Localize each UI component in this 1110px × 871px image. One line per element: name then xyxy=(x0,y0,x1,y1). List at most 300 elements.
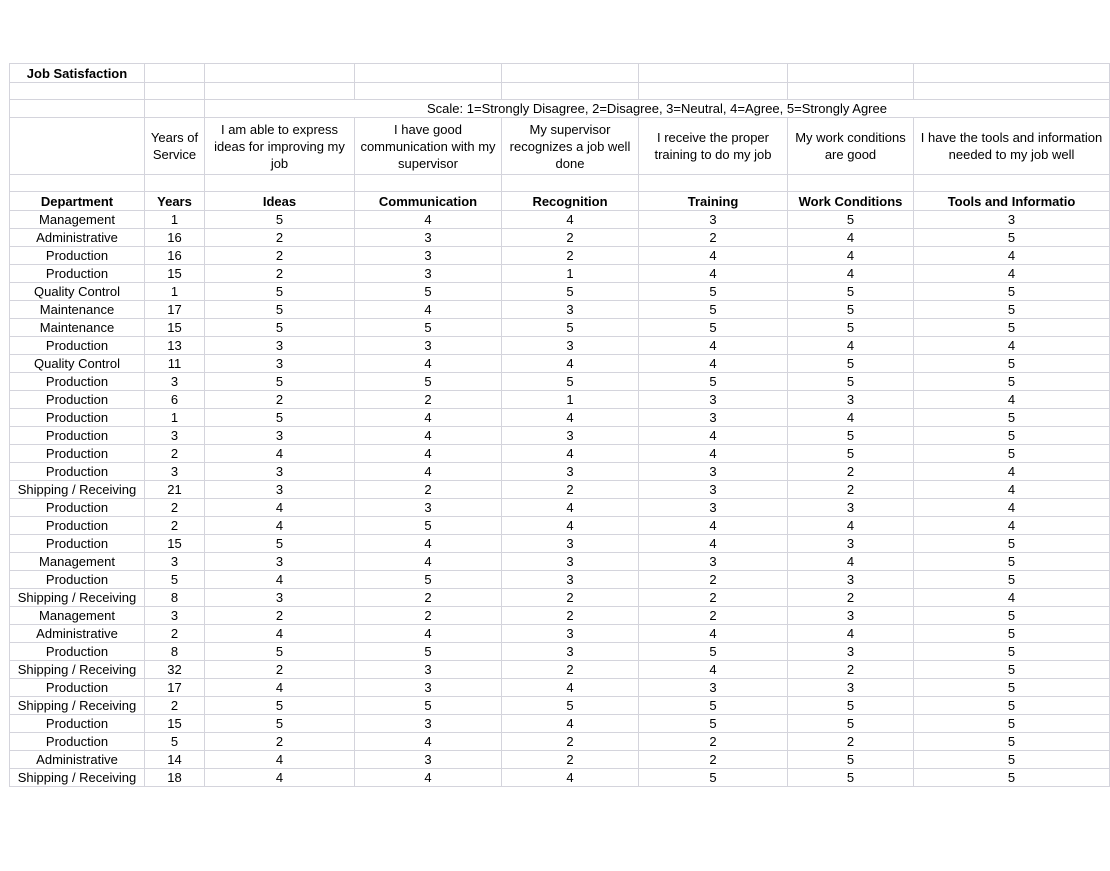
cell[interactable] xyxy=(788,64,914,83)
value-cell[interactable]: 2 xyxy=(205,265,355,283)
value-cell[interactable]: 4 xyxy=(914,391,1110,409)
value-cell[interactable]: 4 xyxy=(914,481,1110,499)
value-cell[interactable]: 3 xyxy=(145,373,205,391)
header-cell[interactable]: Communication xyxy=(355,192,502,211)
value-cell[interactable]: 5 xyxy=(205,319,355,337)
department-cell[interactable]: Production xyxy=(10,535,145,553)
value-cell[interactable]: 5 xyxy=(639,319,788,337)
value-cell[interactable]: 5 xyxy=(914,535,1110,553)
value-cell[interactable]: 5 xyxy=(914,751,1110,769)
department-cell[interactable]: Quality Control xyxy=(10,355,145,373)
value-cell[interactable]: 3 xyxy=(502,535,639,553)
value-cell[interactable]: 3 xyxy=(502,625,639,643)
value-cell[interactable]: 5 xyxy=(205,211,355,229)
header-cell[interactable]: Work Conditions xyxy=(788,192,914,211)
value-cell[interactable]: 11 xyxy=(145,355,205,373)
value-cell[interactable]: 3 xyxy=(639,211,788,229)
cell[interactable] xyxy=(639,175,788,192)
value-cell[interactable]: 2 xyxy=(788,589,914,607)
value-cell[interactable]: 3 xyxy=(639,481,788,499)
value-cell[interactable]: 2 xyxy=(788,481,914,499)
value-cell[interactable]: 3 xyxy=(788,679,914,697)
value-cell[interactable]: 3 xyxy=(788,391,914,409)
value-cell[interactable]: 5 xyxy=(205,409,355,427)
value-cell[interactable]: 4 xyxy=(355,211,502,229)
header-cell[interactable]: Years xyxy=(145,192,205,211)
value-cell[interactable]: 5 xyxy=(355,571,502,589)
value-cell[interactable]: 2 xyxy=(355,607,502,625)
value-cell[interactable]: 5 xyxy=(914,661,1110,679)
value-cell[interactable]: 4 xyxy=(355,733,502,751)
value-cell[interactable]: 4 xyxy=(788,265,914,283)
value-cell[interactable]: 2 xyxy=(788,661,914,679)
value-cell[interactable]: 3 xyxy=(205,337,355,355)
value-cell[interactable]: 5 xyxy=(355,697,502,715)
value-cell[interactable]: 3 xyxy=(788,643,914,661)
value-cell[interactable]: 4 xyxy=(639,247,788,265)
value-cell[interactable]: 3 xyxy=(205,355,355,373)
value-cell[interactable]: 5 xyxy=(205,283,355,301)
value-cell[interactable]: 4 xyxy=(788,247,914,265)
value-cell[interactable]: 5 xyxy=(914,319,1110,337)
value-cell[interactable]: 5 xyxy=(502,283,639,301)
value-cell[interactable]: 3 xyxy=(502,337,639,355)
value-cell[interactable]: 5 xyxy=(788,211,914,229)
value-cell[interactable]: 5 xyxy=(788,769,914,787)
department-cell[interactable]: Production xyxy=(10,427,145,445)
value-cell[interactable]: 2 xyxy=(205,229,355,247)
value-cell[interactable]: 2 xyxy=(502,733,639,751)
value-cell[interactable]: 5 xyxy=(502,319,639,337)
value-cell[interactable]: 1 xyxy=(145,283,205,301)
question-cell[interactable] xyxy=(10,118,145,175)
value-cell[interactable]: 2 xyxy=(502,481,639,499)
value-cell[interactable]: 5 xyxy=(205,697,355,715)
value-cell[interactable]: 5 xyxy=(355,283,502,301)
department-cell[interactable]: Production xyxy=(10,265,145,283)
value-cell[interactable]: 2 xyxy=(502,661,639,679)
table-row xyxy=(10,697,1110,715)
value-cell[interactable]: 2 xyxy=(205,733,355,751)
value-cell[interactable]: 5 xyxy=(914,301,1110,319)
value-cell[interactable]: 2 xyxy=(205,607,355,625)
value-cell[interactable]: 5 xyxy=(914,697,1110,715)
value-cell[interactable]: 4 xyxy=(914,517,1110,535)
value-cell[interactable]: 3 xyxy=(145,463,205,481)
cell[interactable] xyxy=(10,100,145,118)
value-cell[interactable]: 5 xyxy=(205,643,355,661)
value-cell[interactable]: 4 xyxy=(502,211,639,229)
cell[interactable] xyxy=(145,100,205,118)
value-cell[interactable]: 4 xyxy=(788,625,914,643)
question-cell[interactable]: I receive the proper training to do my job xyxy=(639,118,788,175)
value-cell[interactable]: 4 xyxy=(914,463,1110,481)
value-cell[interactable]: 5 xyxy=(788,301,914,319)
value-cell[interactable]: 4 xyxy=(355,553,502,571)
value-cell[interactable]: 4 xyxy=(502,517,639,535)
value-cell[interactable]: 2 xyxy=(639,751,788,769)
value-cell[interactable]: 2 xyxy=(639,589,788,607)
value-cell[interactable]: 2 xyxy=(502,589,639,607)
value-cell[interactable]: 4 xyxy=(502,355,639,373)
cell[interactable] xyxy=(10,175,145,192)
value-cell[interactable]: 4 xyxy=(914,265,1110,283)
value-cell[interactable]: 4 xyxy=(205,445,355,463)
value-cell[interactable]: 5 xyxy=(502,697,639,715)
value-cell[interactable]: 5 xyxy=(788,283,914,301)
value-cell[interactable]: 2 xyxy=(355,481,502,499)
value-cell[interactable]: 4 xyxy=(914,499,1110,517)
value-cell[interactable]: 3 xyxy=(355,661,502,679)
value-cell[interactable]: 8 xyxy=(145,643,205,661)
value-cell[interactable]: 3 xyxy=(788,607,914,625)
department-cell[interactable]: Production xyxy=(10,373,145,391)
value-cell[interactable]: 5 xyxy=(355,643,502,661)
value-cell[interactable]: 5 xyxy=(914,571,1110,589)
value-cell[interactable]: 3 xyxy=(639,499,788,517)
value-cell[interactable]: 5 xyxy=(914,679,1110,697)
value-cell[interactable]: 5 xyxy=(205,535,355,553)
value-cell[interactable]: 3 xyxy=(639,553,788,571)
value-cell[interactable]: 5 xyxy=(914,427,1110,445)
value-cell[interactable]: 5 xyxy=(788,427,914,445)
value-cell[interactable]: 3 xyxy=(355,337,502,355)
value-cell[interactable]: 3 xyxy=(355,715,502,733)
value-cell[interactable]: 4 xyxy=(788,553,914,571)
value-cell[interactable]: 3 xyxy=(355,229,502,247)
value-cell[interactable]: 5 xyxy=(914,445,1110,463)
header-cell[interactable]: Recognition xyxy=(502,192,639,211)
value-cell[interactable]: 3 xyxy=(502,301,639,319)
value-cell[interactable]: 4 xyxy=(205,679,355,697)
value-cell[interactable]: 4 xyxy=(639,445,788,463)
value-cell[interactable]: 5 xyxy=(914,355,1110,373)
sheet-title[interactable]: Job Satisfaction xyxy=(10,64,145,83)
cell[interactable] xyxy=(639,83,788,100)
department-cell[interactable]: Production xyxy=(10,643,145,661)
value-cell[interactable]: 5 xyxy=(914,373,1110,391)
cell[interactable] xyxy=(355,64,502,83)
value-cell[interactable]: 2 xyxy=(145,445,205,463)
cell[interactable] xyxy=(145,83,205,100)
value-cell[interactable]: 21 xyxy=(145,481,205,499)
value-cell[interactable]: 4 xyxy=(502,409,639,427)
department-cell[interactable]: Production xyxy=(10,409,145,427)
value-cell[interactable]: 5 xyxy=(205,715,355,733)
value-cell[interactable]: 2 xyxy=(355,589,502,607)
value-cell[interactable]: 4 xyxy=(788,229,914,247)
value-cell[interactable]: 2 xyxy=(145,625,205,643)
value-cell[interactable]: 1 xyxy=(145,409,205,427)
value-cell[interactable]: 4 xyxy=(205,571,355,589)
value-cell[interactable]: 18 xyxy=(145,769,205,787)
value-cell[interactable]: 5 xyxy=(502,373,639,391)
value-cell[interactable]: 4 xyxy=(639,625,788,643)
value-cell[interactable]: 17 xyxy=(145,301,205,319)
value-cell[interactable]: 5 xyxy=(788,373,914,391)
value-cell[interactable]: 5 xyxy=(355,373,502,391)
department-cell[interactable]: Management xyxy=(10,553,145,571)
department-cell[interactable]: Administrative xyxy=(10,625,145,643)
value-cell[interactable]: 2 xyxy=(205,391,355,409)
value-cell[interactable]: 2 xyxy=(639,229,788,247)
department-cell[interactable]: Maintenance xyxy=(10,301,145,319)
department-cell[interactable]: Production xyxy=(10,679,145,697)
cell[interactable] xyxy=(788,83,914,100)
department-cell[interactable]: Production xyxy=(10,463,145,481)
department-cell[interactable]: Production xyxy=(10,715,145,733)
value-cell[interactable]: 5 xyxy=(914,643,1110,661)
value-cell[interactable]: 2 xyxy=(205,661,355,679)
department-cell[interactable]: Shipping / Receiving xyxy=(10,661,145,679)
cell[interactable] xyxy=(205,83,355,100)
value-cell[interactable]: 1 xyxy=(145,211,205,229)
value-cell[interactable]: 4 xyxy=(502,715,639,733)
header-cell[interactable]: Training xyxy=(639,192,788,211)
value-cell[interactable]: 2 xyxy=(205,247,355,265)
value-cell[interactable]: 2 xyxy=(639,607,788,625)
department-cell[interactable]: Shipping / Receiving xyxy=(10,481,145,499)
value-cell[interactable]: 4 xyxy=(355,625,502,643)
header-cell[interactable]: Department xyxy=(10,192,145,211)
cell[interactable] xyxy=(502,83,639,100)
value-cell[interactable]: 4 xyxy=(502,679,639,697)
department-cell[interactable]: Management xyxy=(10,607,145,625)
value-cell[interactable]: 3 xyxy=(502,427,639,445)
value-cell[interactable]: 3 xyxy=(639,463,788,481)
value-cell[interactable]: 32 xyxy=(145,661,205,679)
value-cell[interactable]: 4 xyxy=(788,517,914,535)
scale-note[interactable]: Scale: 1=Strongly Disagree, 2=Disagree, 3=Neutral, 4=Agree, 5=Strongly Agree xyxy=(205,100,1110,118)
value-cell[interactable]: 3 xyxy=(145,607,205,625)
department-cell[interactable]: Administrative xyxy=(10,229,145,247)
value-cell[interactable]: 4 xyxy=(639,427,788,445)
question-cell[interactable]: My supervisor recognizes a job well done xyxy=(502,118,639,175)
value-cell[interactable]: 5 xyxy=(639,283,788,301)
cell[interactable] xyxy=(10,83,145,100)
value-cell[interactable]: 3 xyxy=(355,265,502,283)
value-cell[interactable]: 2 xyxy=(639,733,788,751)
value-cell[interactable]: 3 xyxy=(355,751,502,769)
value-cell[interactable]: 2 xyxy=(145,499,205,517)
value-cell[interactable]: 5 xyxy=(914,715,1110,733)
value-cell[interactable]: 15 xyxy=(145,319,205,337)
value-cell[interactable]: 5 xyxy=(639,715,788,733)
value-cell[interactable]: 2 xyxy=(502,229,639,247)
department-cell[interactable]: Shipping / Receiving xyxy=(10,697,145,715)
value-cell[interactable]: 5 xyxy=(355,319,502,337)
value-cell[interactable]: 5 xyxy=(145,733,205,751)
cell[interactable] xyxy=(914,83,1110,100)
value-cell[interactable]: 3 xyxy=(205,553,355,571)
value-cell[interactable]: 3 xyxy=(145,427,205,445)
value-cell[interactable]: 3 xyxy=(145,553,205,571)
value-cell[interactable]: 17 xyxy=(145,679,205,697)
value-cell[interactable]: 4 xyxy=(355,463,502,481)
value-cell[interactable]: 5 xyxy=(639,697,788,715)
value-cell[interactable]: 2 xyxy=(639,571,788,589)
value-cell[interactable]: 3 xyxy=(205,463,355,481)
value-cell[interactable]: 4 xyxy=(639,661,788,679)
value-cell[interactable]: 4 xyxy=(205,517,355,535)
department-cell[interactable]: Management xyxy=(10,211,145,229)
cell[interactable] xyxy=(205,64,355,83)
value-cell[interactable]: 4 xyxy=(355,445,502,463)
value-cell[interactable]: 5 xyxy=(914,607,1110,625)
value-cell[interactable]: 2 xyxy=(788,463,914,481)
value-cell[interactable]: 4 xyxy=(205,499,355,517)
value-cell[interactable]: 4 xyxy=(205,751,355,769)
cell[interactable] xyxy=(145,64,205,83)
cell[interactable] xyxy=(502,64,639,83)
value-cell[interactable]: 5 xyxy=(639,301,788,319)
value-cell[interactable]: 3 xyxy=(639,391,788,409)
department-cell[interactable]: Shipping / Receiving xyxy=(10,769,145,787)
value-cell[interactable]: 14 xyxy=(145,751,205,769)
value-cell[interactable]: 15 xyxy=(145,535,205,553)
value-cell[interactable]: 3 xyxy=(788,571,914,589)
cell[interactable] xyxy=(355,175,502,192)
value-cell[interactable]: 4 xyxy=(355,409,502,427)
department-cell[interactable]: Production xyxy=(10,391,145,409)
value-cell[interactable]: 3 xyxy=(355,247,502,265)
value-cell[interactable]: 5 xyxy=(914,769,1110,787)
value-cell[interactable]: 5 xyxy=(788,355,914,373)
value-cell[interactable]: 4 xyxy=(914,337,1110,355)
value-cell[interactable]: 3 xyxy=(205,481,355,499)
value-cell[interactable]: 4 xyxy=(205,769,355,787)
value-cell[interactable]: 6 xyxy=(145,391,205,409)
value-cell[interactable]: 2 xyxy=(502,751,639,769)
value-cell[interactable]: 5 xyxy=(145,571,205,589)
value-cell[interactable]: 3 xyxy=(639,679,788,697)
value-cell[interactable]: 5 xyxy=(788,445,914,463)
value-cell[interactable]: 4 xyxy=(788,337,914,355)
value-cell[interactable]: 5 xyxy=(639,373,788,391)
value-cell[interactable]: 4 xyxy=(355,301,502,319)
cell[interactable] xyxy=(914,64,1110,83)
value-cell[interactable]: 16 xyxy=(145,247,205,265)
value-cell[interactable]: 5 xyxy=(788,751,914,769)
value-cell[interactable]: 5 xyxy=(914,409,1110,427)
value-cell[interactable]: 5 xyxy=(788,319,914,337)
department-cell[interactable]: Maintenance xyxy=(10,319,145,337)
value-cell[interactable]: 4 xyxy=(502,769,639,787)
value-cell[interactable]: 5 xyxy=(914,283,1110,301)
cell[interactable] xyxy=(205,175,355,192)
value-cell[interactable]: 5 xyxy=(639,769,788,787)
value-cell[interactable]: 4 xyxy=(355,769,502,787)
value-cell[interactable]: 4 xyxy=(788,409,914,427)
value-cell[interactable]: 4 xyxy=(639,355,788,373)
value-cell[interactable]: 2 xyxy=(788,733,914,751)
department-cell[interactable]: Quality Control xyxy=(10,283,145,301)
department-cell[interactable]: Shipping / Receiving xyxy=(10,589,145,607)
value-cell[interactable]: 5 xyxy=(639,643,788,661)
department-cell[interactable]: Production xyxy=(10,247,145,265)
value-cell[interactable]: 3 xyxy=(355,679,502,697)
value-cell[interactable]: 4 xyxy=(639,517,788,535)
value-cell[interactable]: 3 xyxy=(502,571,639,589)
question-cell[interactable]: My work conditions are good xyxy=(788,118,914,175)
value-cell[interactable]: 5 xyxy=(788,715,914,733)
department-cell[interactable]: Administrative xyxy=(10,751,145,769)
cell[interactable] xyxy=(914,175,1110,192)
department-cell[interactable]: Production xyxy=(10,571,145,589)
value-cell[interactable]: 4 xyxy=(502,445,639,463)
question-cell[interactable]: I have the tools and information needed to my job well xyxy=(914,118,1110,175)
value-cell[interactable]: 3 xyxy=(914,211,1110,229)
value-cell[interactable]: 1 xyxy=(502,391,639,409)
value-cell[interactable]: 4 xyxy=(355,427,502,445)
cell[interactable] xyxy=(145,175,205,192)
department-cell[interactable]: Production xyxy=(10,445,145,463)
value-cell[interactable]: 3 xyxy=(205,589,355,607)
value-cell[interactable]: 8 xyxy=(145,589,205,607)
value-cell[interactable]: 4 xyxy=(639,535,788,553)
cell[interactable] xyxy=(502,175,639,192)
value-cell[interactable]: 1 xyxy=(502,265,639,283)
value-cell[interactable]: 5 xyxy=(205,373,355,391)
value-cell[interactable]: 4 xyxy=(914,589,1110,607)
value-cell[interactable]: 3 xyxy=(502,643,639,661)
value-cell[interactable]: 4 xyxy=(502,499,639,517)
value-cell[interactable]: 5 xyxy=(914,553,1110,571)
header-cell[interactable]: Ideas xyxy=(205,192,355,211)
value-cell[interactable]: 2 xyxy=(355,391,502,409)
department-cell[interactable]: Production xyxy=(10,733,145,751)
value-cell[interactable]: 5 xyxy=(914,625,1110,643)
value-cell[interactable]: 5 xyxy=(205,301,355,319)
value-cell[interactable]: 16 xyxy=(145,229,205,247)
value-cell[interactable]: 15 xyxy=(145,265,205,283)
value-cell[interactable]: 4 xyxy=(205,625,355,643)
value-cell[interactable]: 3 xyxy=(502,463,639,481)
value-cell[interactable]: 4 xyxy=(914,247,1110,265)
value-cell[interactable]: 4 xyxy=(639,265,788,283)
value-cell[interactable]: 3 xyxy=(788,499,914,517)
question-cell[interactable]: I have good communication with my supervisor xyxy=(355,118,502,175)
value-cell[interactable]: 3 xyxy=(205,427,355,445)
cell[interactable] xyxy=(788,175,914,192)
department-cell[interactable]: Production xyxy=(10,499,145,517)
value-cell[interactable]: 3 xyxy=(639,409,788,427)
value-cell[interactable]: 5 xyxy=(914,229,1110,247)
question-cell[interactable]: Years of Service xyxy=(145,118,205,175)
value-cell[interactable]: 2 xyxy=(502,247,639,265)
value-cell[interactable]: 15 xyxy=(145,715,205,733)
header-cell[interactable]: Tools and Informatio xyxy=(914,192,1110,211)
value-cell[interactable]: 5 xyxy=(355,517,502,535)
value-cell[interactable]: 3 xyxy=(788,535,914,553)
value-cell[interactable]: 4 xyxy=(355,535,502,553)
value-cell[interactable]: 3 xyxy=(355,499,502,517)
cell[interactable] xyxy=(355,83,502,100)
department-cell[interactable]: Production xyxy=(10,337,145,355)
department-cell[interactable]: Production xyxy=(10,517,145,535)
value-cell[interactable]: 2 xyxy=(145,697,205,715)
question-cell[interactable]: I am able to express ideas for improving my job xyxy=(205,118,355,175)
value-cell[interactable]: 5 xyxy=(914,733,1110,751)
value-cell[interactable]: 2 xyxy=(502,607,639,625)
value-cell[interactable]: 5 xyxy=(788,697,914,715)
value-cell[interactable]: 4 xyxy=(639,337,788,355)
value-cell[interactable]: 4 xyxy=(355,355,502,373)
value-cell[interactable]: 2 xyxy=(145,517,205,535)
value-cell[interactable]: 3 xyxy=(502,553,639,571)
value-cell[interactable]: 13 xyxy=(145,337,205,355)
cell[interactable] xyxy=(639,64,788,83)
